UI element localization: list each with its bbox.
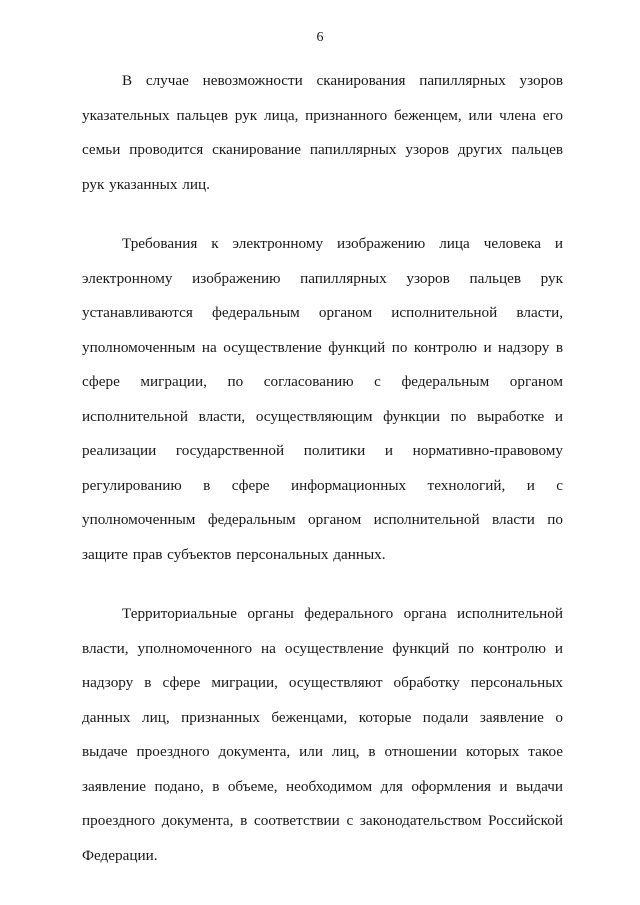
- page-number: 6: [316, 30, 324, 45]
- paragraph-fingerprint-scanning: В случае невозможности сканирования папиллярных узоров указательных пальцев рук лица, признанного беженцем, или члена его семьи проводится сканирование папиллярных узоров других пальцев рук указанных лиц.: [82, 72, 563, 193]
- paragraph-image-requirements: Требования к электронному изображению лица человека и электронному изображению папиллярных узоров пальцев рук устанавливаются федеральным органом исполнительной власти, уполномоченным на осуществление функций по контролю и надзору в сфере миграции, по согласованию с федеральным органом исполнительной власти, осуществляющим функции по выработке и реализации государственной политики и нормативно-правовому регулированию в сфере информационных технологий, и с уполномоченным федеральным органом исполнительной власти по защите прав субъектов персональных данных.: [82, 235, 563, 563]
- paragraph-territorial-bodies: Территориальные органы федерального органа исполнительной власти, уполномоченного на осуществление функций по контролю и надзору в сфере миграции, осуществляют обработку персональных данных лиц, признанных беженцами, которые подали заявление о выдаче проездного документа, или лиц, в отношении которых такое заявление подано, в объеме, необходимом для оформления и выдачи проездного документа, в соответствии с законодательством Российской Федерации.: [82, 605, 563, 864]
- document-body: [82, 64, 563, 873]
